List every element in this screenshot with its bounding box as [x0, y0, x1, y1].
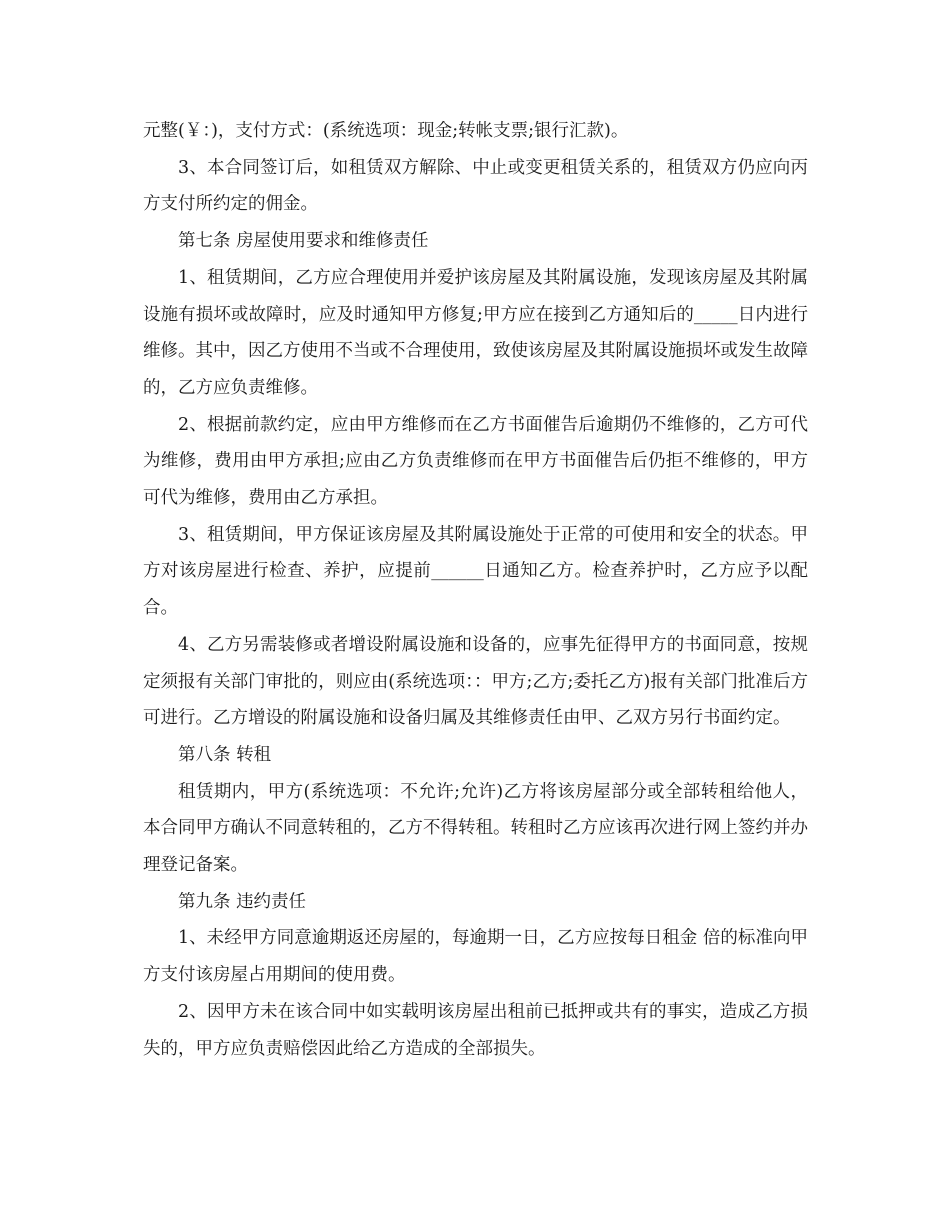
section-heading-article-8: 第八条 转租 [178, 744, 272, 765]
paragraph-article-7-item-2: 2、根据前款约定，应由甲方维修而在乙方书面催告后逾期仍不维修的，乙方可代为维修，费用由甲方承担;应由乙方负责维修而在甲方书面催告后仍拒不维修的，甲方可代为维修，费用由乙方承担。 [143, 414, 808, 509]
paragraph-article-9-item-2: 2、因甲方未在该合同中如实载明该房屋出租前已抵押或共有的事实，造成乙方损失的，甲方应负责赔偿因此给乙方造成的全部损失。 [143, 1001, 808, 1059]
paragraph-commission-clause: 3、本合同签订后，如租赁双方解除、中止或变更租赁关系的，租赁双方仍应向丙方支付所约定的佣金。 [143, 157, 808, 215]
section-heading-article-7: 第七条 房屋使用要求和维修责任 [178, 231, 429, 252]
paragraph-article-7-item-4: 4、乙方另需装修或者增设附属设施和设备的，应事先征得甲方的书面同意，按规定须报有关部门审批的，则应由(系统选项：：甲方;乙方;委托乙方)报有关部门批准后方可进行。乙方增设的附属设施和设备归属及其维修责任由甲、乙双方另行书面约定。 [143, 634, 808, 729]
paragraph-payment-method: 元整(￥：)，支付方式：(系统选项：现金;转帐支票;银行汇款)。 [143, 121, 629, 141]
paragraph-article-7-item-1: 1、租赁期间，乙方应合理使用并爱护该房屋及其附属设施，发现该房屋及其附属设施有损坏或故障时，应及时通知甲方修复;甲方应在接到乙方通知后的_____日内进行维修。其中，因乙方使用不当或不合理使用，致使该房屋及其附属设施损坏或发生故障的，乙方应负责维修。 [143, 267, 808, 398]
paragraph-article-9-item-1: 1、未经甲方同意逾期返还房屋的，每逾期一日，乙方应按每日租金 倍的标准向甲方支付该房屋占用期间的使用费。 [143, 928, 808, 986]
document-body [143, 113, 808, 1067]
paragraph-article-8-sublease: 租赁期内，甲方(系统选项：不允许;允许)乙方将该房屋部分或全部转租给他人，本合同甲方确认不同意转租的，乙方不得转租。转租时乙方应该再次进行网上签约并办理登记备案。 [143, 781, 808, 876]
paragraph-article-7-item-3: 3、租赁期间，甲方保证该房屋及其附属设施处于正常的可使用和安全的状态。甲方对该房屋进行检查、养护，应提前______日通知乙方。检查养护时，乙方应予以配合。 [143, 524, 808, 619]
section-heading-article-9: 第九条 违约责任 [178, 891, 307, 912]
